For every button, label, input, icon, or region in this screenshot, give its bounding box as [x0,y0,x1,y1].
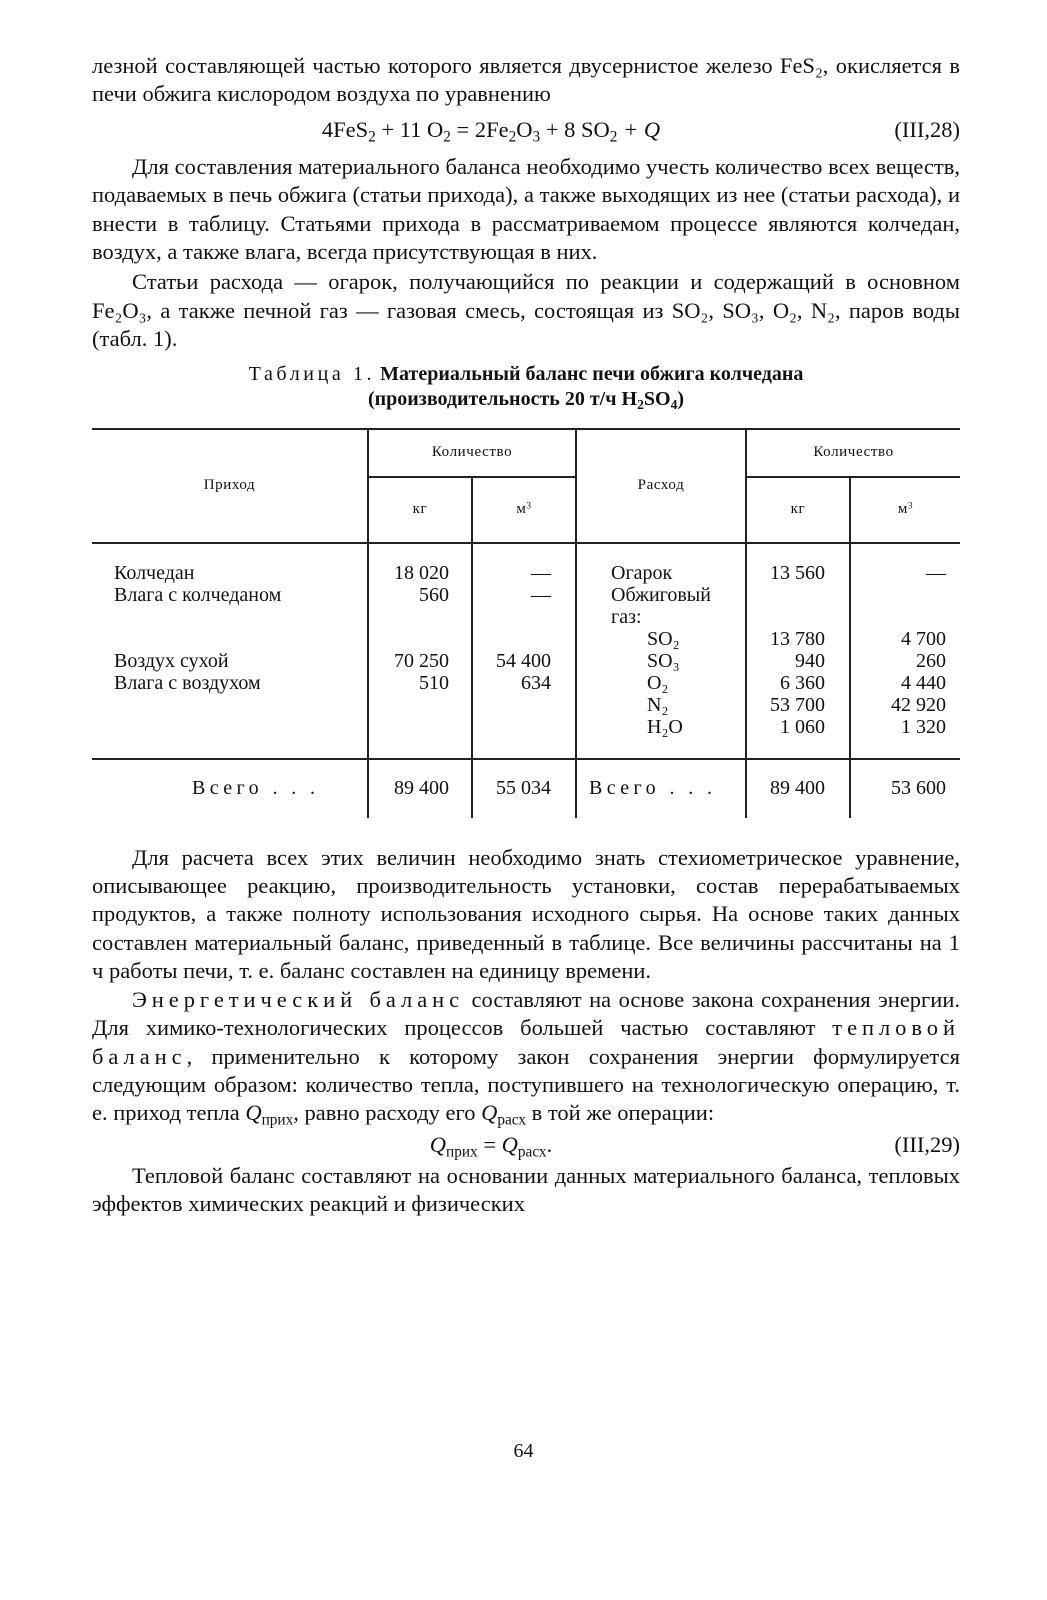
paragraph-3: Статьи расхода — огарок, получающийся по реакции и содержащий в основном Fe₂O₃, а также печной газ — газовая смесь, состоящая из SO₂, SO₃, O₂, N₂, паров воды (табл. 1). [92,269,960,352]
paragraph-2: Для составления материального баланса необходимо учесть количество всех веществ, подаваемых в печь обжига (статьи прихода), а также выходящих из нее (статьи расхода), и внести в таблицу. Статьями прихода в рассматриваемом процессе являются колчедан, воздух, а также влага, всегда присутствующая в них. [92,153,960,265]
table-cell: 13 780 [770,627,825,650]
table-cell: 510 [419,671,449,694]
gas-component: O₂ [647,671,669,694]
equation-formula: $Q_{прих} = Q_{расх}$. [429,1131,553,1160]
equation-formula: 4FeS$_2$ + 11 $O_2 = 2Fe_2O_3 + 8$ $SO_2 + Q$ [321,116,661,146]
paragraph-6: Тепловой баланс составляют на основании данных материального баланса, тепловых эффектов химических реакций и физических [92,1162,960,1217]
list-item: Обжиговый [611,583,711,606]
income-kg-values [368,543,472,759]
header-kg-income: кг [368,477,472,543]
table-cell: 53 700 [770,693,825,716]
table-cell: 70 250 [394,649,449,672]
gas-component: H₂O [647,715,683,738]
term-energy-balance: Энергетический баланс [132,986,465,1012]
table-cell: 54 400 [496,649,551,672]
table-cell: 260 [916,649,946,672]
table-cell: 940 [795,649,825,672]
material-balance-table [92,428,960,818]
table-cell: 42 920 [891,693,946,716]
total-income-kg: 89 400 [368,759,472,818]
table-cell: 18 020 [394,561,449,584]
header-expense: Расход [576,429,746,543]
header-income: Приход [92,429,368,543]
table-caption [92,362,960,412]
table-title: Материальный баланс печи обжига колчедана [380,362,804,385]
table-label: Таблица 1. [248,362,376,385]
page-number: 64 [513,1440,534,1462]
table-cell: 634 [521,671,551,694]
equation-number: (III,28) [894,116,960,142]
total-label-expense: Всего . . . [576,759,746,818]
table-cell: 1 060 [780,715,825,738]
expense-kg-values [746,543,850,759]
list-item: Влага с колчеданом [114,583,282,606]
paragraph-4: Для расчета всех этих величин необходимо знать стехиометрическое уравнение, описывающее реакцию, производительность установки, состав перерабатываемых продуктов, а также полноту использования исходного сырья. На основе таких данных составлен материальный баланс, приведенный в таблице. Все величины рассчитаны на 1 ч работы печи, т. е. баланс составлен на единицу времени. [92,844,960,984]
expense-items [576,543,746,759]
table-cell: 6 360 [780,671,825,694]
header-m3-expense: $м^3$ [850,477,960,543]
total-expense-m3: 53 600 [850,759,960,818]
paragraph-5: Энергетический баланс составляют на основе закона сохранения энергии. Для химико-технологических процессов большей частью составляют тепловой баланс, применительно к которому закон сохранения энергии формулируется следующим образом: количество тепла, поступившего на технологическую операцию, т. е. приход тепла $Q_{прих}$, равно расходу его $Q_{расх}$ в той же операции: [92,986,960,1129]
income-m3-values [472,543,576,759]
list-item: газ: [611,605,642,628]
table-subtitle: (производительность 20 т/ч $H_2SO_4$) [367,387,685,412]
header-m3-income: $м^3$ [472,477,576,543]
header-kg-expense: кг [746,477,850,543]
header-quantity-income: Количество [368,429,576,477]
term-heat-balance: тепловой баланс [92,1015,960,1069]
paragraph-1: лезной составляющей частью которого является двусернистое железо FeS₂, окисляется в печи обжига кислородом воздуха по уравнению [92,53,960,107]
expense-m3-values [850,543,960,759]
gas-component: SO₂ [647,627,680,650]
gas-component: SO₃ [647,649,680,672]
page-body [92,52,960,1219]
list-item: Влага с воздухом [114,671,261,694]
header-quantity-expense: Количество [746,429,960,477]
total-expense-kg: 89 400 [746,759,850,818]
equation-number: (III,29) [894,1131,960,1157]
income-items [92,543,368,759]
list-item: Огарок [611,561,673,584]
table-cell: — [926,561,946,584]
total-income-m3: 55 034 [472,759,576,818]
total-label-income: Всего . . . [192,777,320,800]
table-cell: 4 440 [901,671,946,694]
table-cell: 4 700 [901,627,946,650]
table-cell: — [531,583,551,606]
equation-III-29 [92,1128,960,1162]
equation-III-28 [92,113,960,147]
gas-component: N₂ [647,693,669,716]
table-cell: 1 320 [901,715,946,738]
table-row-total [92,759,960,818]
list-item: Воздух сухой [114,649,229,672]
table-cell: 560 [419,583,449,606]
table-cell: 13 560 [770,561,825,584]
table-cell: — [531,561,551,584]
list-item: Колчедан [114,561,195,584]
